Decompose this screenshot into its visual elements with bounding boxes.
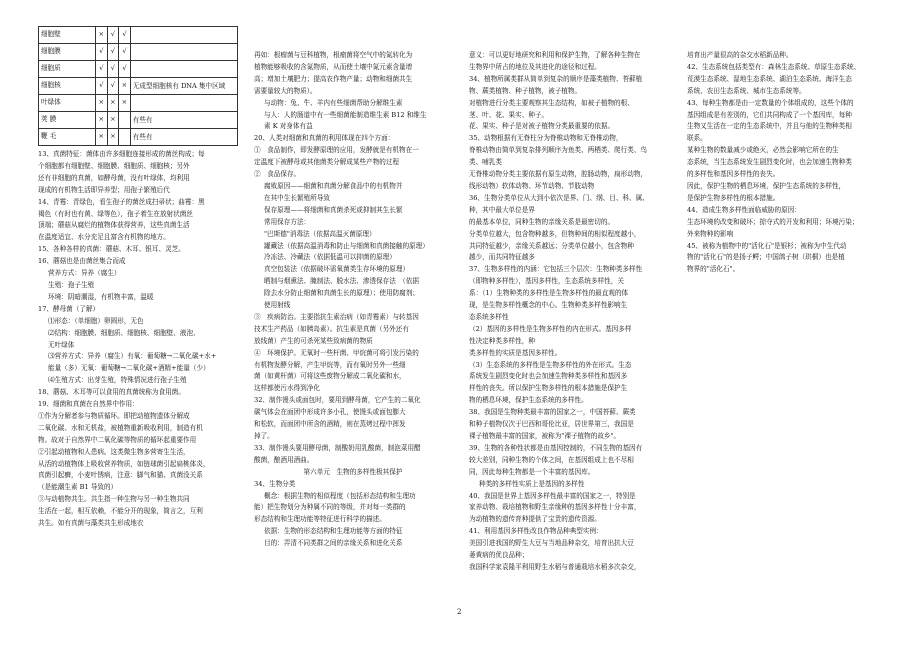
text-line: （即物种多样性），基因多样性，生态系统多样性，关 [469,277,624,286]
column-3 [469,50,669,574]
table-cell-note: 有些有 [130,112,237,129]
table-cell-name: 鞭 毛 [39,129,96,146]
text-line: 33、制作馒头要用酵母菌，制酸奶用乳酸菌，制泡菜用醋 [254,443,421,452]
text-line: 茎、叶、花、果实、种子。 [469,110,549,119]
text-line: 性决定种类多样性，种 [469,336,535,345]
text-line: 34、生物分类 [254,479,296,488]
text-line: 褐色（有时也有黄、绿等色），孢子着生在放射状菌丝 [38,209,193,218]
text-line: 18、蘑菇、木耳等可以食用的真菌统称为食用菌。 [38,388,185,397]
text-line: 类、哺乳类 [469,158,502,167]
text-line: 现，是生物多样性概念的中心。生物种类多样性影响生 [469,301,628,310]
text-line: 素 K 对身体有益 [264,122,313,131]
table-cell-note [130,44,237,61]
text-line: ② 食品保存。 [254,170,301,179]
text-line: 物、蕨类植物、种子植物，被子植物。 [469,86,582,95]
text-line: 放线菌）产生的可杀死某些致病菌的物质 [254,336,373,345]
text-line: 无叶绿体 [48,340,75,349]
text-line: 荒漠生态系统、湿地生态系统、湖泊生态系统、海洋生态 [687,74,852,83]
table-cell-name: 细胞膜 [39,44,96,61]
text-line: 35、动物根据有无脊柱分为脊椎动物和无脊椎动物， [469,134,623,143]
text-line: 系统、农田生态系统、城市生态系统等。 [687,86,806,95]
text-line: 萎黄病的优良品种； [469,551,529,560]
text-line: 腐败原因——细菌和真菌分解食品中的有机物并 [264,181,403,190]
table-cell-c2: × [107,95,119,112]
text-line: 碳气体会在面团中形成许多小孔，使馒头或面包膨大 [254,408,406,417]
text-line: 无脊椎动物分类主要依据有原生动物，腔肠动物，扁形动物， [469,170,648,179]
table-cell-c1: × [96,112,108,129]
text-line: 32、制作馒头或面包时，要用到酵母菌，它产生的二氧化 [254,396,421,405]
text-line: 美国引进我国的野生大豆与当地品种杂交，培育出抗大豆 [469,539,634,548]
text-line: 40、我国是世界上基因多样性最丰富的国家之一，特别是 [469,491,636,500]
column-1 [38,26,238,530]
table-row [39,78,238,95]
text-line: 生活在一起，相互依赖，不能分开的现象，简言之，互利 [38,507,203,516]
text-line: （是能潮生素 B1 导致的） [38,483,118,492]
text-line: 裸子植物最丰富的国家，被称为"裸子植物的故乡"。 [469,432,621,440]
table-cell-c2: √ [107,61,119,78]
text-line: 个细胞都有细胞壁、细胞膜、细胞质、细胞核；另外 [38,161,190,170]
table-cell-c1: √ [96,44,108,61]
text-line: 技术生产药品（如胰岛素）。抗生素是真菌（另外还有 [254,324,409,333]
text-line: 还有非细胞的真菌，如酵母菌，没有叶绿体，均利用 [38,173,190,182]
text-line: （2）基因的多样性是生物多样性的内在形式。基因多样 [469,324,632,333]
table-cell-c1: √ [96,78,108,95]
text-line: 生态环境的改变和破坏；掠夺式的开发和利用；环境污染； [687,217,859,226]
text-line: 系：（1）生物种类的多样性是生物多样性的最直观的体 [469,289,629,298]
text-line: 14、青霉：青绿色，看生孢子的菌丝成扫帚状；曲霉：黑 [38,197,205,206]
text-line: 较大差别，同种生物的个体之间，在基因组成上也不尽相 [469,455,634,464]
text-line: 17、酵母菌（了解） [38,304,100,313]
table-cell-c3: × [119,95,131,112]
text-line: 花、果实、种子是对被子植物分类最重要的依据。 [469,122,615,131]
text-line: 真菌引起癣，小麦叶锈病，注意：脚气和猫、真菌没关系 [38,471,203,480]
table-cell-c2: √ [107,44,119,61]
text-line: ③ 疾病防治。主要指抗生素治病（如青霉素）与转基因 [254,312,419,321]
text-line: 44、造成生物多样性面临威胁的原因： [687,205,801,214]
text-line: 真空包装法（依据破坏需氧菌类生存环境的原理） [264,265,410,274]
table-cell-c3 [119,129,131,146]
column-2 [254,50,452,550]
text-line: 物界的"活化石"。 [687,265,740,274]
text-line: 共生。如有真菌与藻类共生形成地衣 [38,519,144,528]
text-line: 环境：阴暗潮湿，有机物丰富，温暖 [48,292,154,301]
table-cell-c2: × [107,112,119,129]
text-line: ②引起动植物和人患病。这类微生物多营寄生生活， [38,447,190,456]
text-line: 因此，保护生物的栖息环境，保护生态系统的多样性， [687,181,846,190]
text-line: 需要量较大的物质）。 [254,86,317,95]
text-line: 41、利用基因多样性改良作物品种典型实例： [469,527,603,536]
text-line: 掉了。 [254,432,274,440]
text-line: 常用保存方法： [264,217,311,226]
table-cell-name: 叶绿体 [39,95,96,112]
text-line: 营养方式：异养（腐生） [48,269,121,278]
table-cell-c2: √ [107,27,119,44]
table-cell-name: 荚 膜 [39,112,96,129]
text-line: 16、蘑菇也是由菌丝集合而成 [38,257,126,266]
text-line: 13、真菌特征：菌体由许多细胞连接形成的菌丝构成；每 [38,150,205,158]
text-line: 高；增加土壤肥力；提高农作物产量；动物和细菌共生 [254,74,413,83]
text-line: 38、我国是生物种类最丰富的国家之一，中国苔藓、蕨类 [469,408,636,417]
text-line: 脊椎动物由简单到复杂排列顺序为鱼类、两栖类、爬行类、鸟 [469,146,648,155]
text-line: 共同特征越少，亲缘关系越远；分类单位越小，包含物种 [469,241,634,250]
text-line: ①作为分解者参与物质循环。即把动植物遗体分解成 [38,411,190,420]
cell-comparison-table [38,26,238,146]
text-line: 对植物进行分类主要观察其生态结构，如被子植物的根、 [469,98,634,107]
text-line: ⑵结构：细胞膜、细胞质、细胞核、细胞壁、液泡、 [48,328,200,337]
text-line: 我国科学家袁隆平利用野生水稻与普通栽培水稻多次杂交， [469,562,641,571]
column-4 [687,50,887,276]
text-line: 态系统多样性 [469,312,509,321]
text-line: 目的：弄清不同类群之间的亲缘关系和进化关系 [264,539,403,548]
table-cell-c2: √ [107,78,119,95]
text-line: 形态结构和生理功能等特征进行科学的描述。 [254,515,386,524]
text-line: 为动植物的遗传育种提供了宝贵的遗传资源。 [469,515,601,524]
text-line: 是保护生物多样性的根本措施。 [687,193,780,202]
text-line: 和种子植物仅次于巴西和哥伦比亚，居世界第三，我国是 [469,420,634,429]
text-line: 15、各种各样的真菌：蘑菇、木耳、银耳、灵芝。 [38,245,185,254]
table-row [39,95,238,112]
text-line: 42、生态系统包括类型有：森林生态系统、草原生态系统、 [687,62,861,71]
text-line: 家养动物、栽培植物和野生亲缘种的基因多样性十分丰富， [469,503,641,512]
table-cell-name: 细胞质 [39,61,96,78]
text-line: 意义：可以更好地研究和利用和保护生物，了解各种生物在 [469,51,641,59]
table-cell-c3: × [119,78,131,95]
table-row [39,112,238,129]
text-line: 能量（多）无氧：葡萄糖→二氧化碳+酒精+能量（少） [48,364,210,373]
text-line: ④ 环境保护。无氧时一些杆菌、甲烷菌可将引发污染的 [254,348,419,357]
text-line: 这样都使污水得到净化 [254,384,320,393]
table-cell-name: 细胞核 [39,78,96,95]
text-line: 种，其中最大单位是界 [469,205,535,214]
text-line: 36、生物分类单位从大到小依次是界、门、纲、目、科、属、 [469,193,649,202]
table-cell-c1: √ [96,61,108,78]
text-line: 态系统，当生态系统发生剧烈变化时，也会加速生物种类 [687,158,852,167]
text-line: 再如：根瘤菌与豆科植物，根瘤菌将空气中的氮转化为 [254,51,413,59]
page-number: 2 [457,608,462,616]
text-line: 物的栖息环境，保护生态系统的多样性。 [469,396,588,405]
text-line: 晒制与烟熏法、腌制法、脱水法、渗透保存法 （依据 [264,277,419,286]
text-line: 外来物种的影响 [687,229,734,238]
table-cell-c1: × [96,27,108,44]
table-row [39,27,238,44]
text-line: 基因组成是有差别的，它们共同构成了一个基因库，每种 [687,110,852,119]
text-line: 培育出产量很高的杂交水稻新品种。 [687,51,793,59]
text-line: 39、生物的各种性状都是由基因控制的，不同生物的基因有 [469,443,643,452]
table-cell-c3 [119,112,131,129]
text-line: 冷冻法、冷藏法（依据低温可以抑菌的原理） [264,253,396,262]
text-line: ⑶营养方式：异养（腐生）有氧：葡萄糖→二氧化碳+水+ [48,352,217,361]
text-line: 酸菌，酿酒用酒曲。 [254,455,314,464]
text-line: 依据：生物的形态结构和生理功能等方面的特征 [264,527,403,536]
text-line: 越少，而共同特征越多 [469,253,535,262]
table-cell-note: 无成型细胞核有 DNA 集中区域 [130,78,237,95]
text-line: 某种生物的数量减少或绝灭，必然会影响它所在的生 [687,146,839,155]
text-line: 物的"活化石"的是扬子鳄；中国鸽子树（珙桐）也是植 [687,253,845,262]
text-line: 生物界中所占的地位及其进化的途径和过程。 [469,62,601,71]
text-line: 在其中生长繁殖所导致 [264,193,330,202]
table-cell-note: 有些有 [130,129,237,146]
text-line: 样性的丧失。所以保护生物多样性的根本措施是保护生 [469,384,628,393]
text-line: 类多样性的实质是基因多样性。 [469,348,562,357]
text-line: 保存原理——将细菌和真菌杀死或抑制其生长繁 [264,205,403,214]
text-line: 从活的动植物体上吸收营养物质，如链球菌引起扁桃体炎， [38,459,210,468]
table-cell-c1: × [96,129,108,146]
text-line: 使用射线 [264,301,291,310]
text-line: 罐藏法（依据高温消毒和防止与细菌和真菌接触的原理） [264,241,429,250]
text-line: ③与动植物共生。共生指一种生物与另一种生物共同 [38,495,190,504]
text-line: 生殖：孢子生殖 [48,280,95,289]
text-line: 概念：根据生物的相似程度（包括形态结构和生理功 [264,491,416,500]
table-row [39,61,238,78]
text-line: ⑷生殖方式：出芽生殖，特殊情况进行孢子生殖 [48,376,187,385]
text-line: ⑴形态：（单细胞）卵圆形，无色 [48,316,144,325]
text-line: 联系。 [687,134,707,143]
text-line: 在温度适宜、水分充足且富含有机物的地方。 [38,233,170,242]
table-cell-c2: × [107,129,119,146]
text-line: ① 食品制作，即发酵原理的应用，发酵就是有机物在一 [254,146,419,155]
table-cell-c3: √ [119,27,131,44]
text-line: 能）把生物划分为种属不同的等级，并对每一类群的 [254,503,406,512]
text-line: 二氧化碳、水和无机盐，被植物重新吸收利用，制造有机 [38,423,203,432]
text-line: 分类单位越大，包含物种越多，但物种间的相似程度越小， [469,229,641,238]
text-line: （3）生态系统的多样性是生物多样性的外在形式。生态 [469,360,632,369]
text-line: 线形动物）软体动物、环节动物、节肢动物 [469,181,595,190]
text-line: 种类的多样性实质上是基因的多样性 [479,479,585,488]
table-row [39,44,238,61]
text-line: 有机物发酵分解，产生甲烷等，而有氧时另外一些细 [254,360,406,369]
text-line: 34、植物所属类群从简单到复杂的顺序是藻类植物、苔藓植 [469,74,643,83]
text-line: 系统发生剧烈变化时也会加速生物种类多样性和基因多 [469,372,628,381]
text-line: 菌（如黄杆菌）可将这些废物分解成二氧化碳和水， [254,372,406,381]
table-row [39,129,238,146]
text-line: 定温度下被酵母或其他菌类分解成某些产物的过程 [254,158,400,167]
text-line: 的最基本单位，同种生物的亲缘关系是最密切的。 [469,217,615,226]
text-line: 20、人类对细菌和真菌的利用体现在四个方面： [254,134,395,143]
text-line: 顶端；蘑菇从腐烂的植物体获得营养，这些真菌生活 [38,221,190,230]
table-cell-c3: √ [119,44,131,61]
text-line: 除去水分防止细菌和真菌生长的原理）；使用防腐剂； [264,289,419,298]
text-line: 45、被称为植物中的"活化石"是银杉；被称为中生代动 [687,241,847,250]
text-line: 43、每种生物都是由一定数量的个体组成的，这些个体的 [687,98,854,107]
table-cell-name: 细胞壁 [39,27,96,44]
text-line: 同，因此每种生物都是一个丰富的基因库。 [469,467,595,476]
text-line: 的多样性和基因多样性的丧失。 [687,170,780,179]
text-line: 37、生物多样性的内涵：它包括三个层次：生物种类多样性 [469,265,643,274]
table-cell-note [130,95,237,112]
text-line: 植物能够吸收的含氮物质，从而使土壤中氮元素含量增 [254,62,413,71]
text-line: 与人：人的肠道中有一些细菌能制造维生素 B12 和维生 [264,110,427,119]
table-cell-c3: √ [119,61,131,78]
text-line: 物。故对于自然界中二氧化碳等物质的循环起重要作用 [38,435,197,444]
table-cell-note [130,27,237,44]
table-cell-c1: × [96,95,108,112]
text-line: "巴斯德"消毒法（依据高温灭菌原理） [264,229,376,238]
text-line: 生物又生活在一定的生态系统中，并且与他的生物种类相 [687,122,852,131]
text-line: 与动物：兔、牛、羊内有些细菌帮助分解维生素 [264,98,403,107]
text-line: 和松软，而面团中所含的酒精，则在蒸烤过程中挥发 [254,420,406,429]
text-line: 19、细菌和真菌在自然界中作用： [38,400,139,409]
text-line: 现成的有机物生活即异养型；用孢子繁殖后代 [38,185,170,194]
table-cell-note [130,61,237,78]
text-line: 第六单元 生物的多样性极其保护 [303,467,403,476]
